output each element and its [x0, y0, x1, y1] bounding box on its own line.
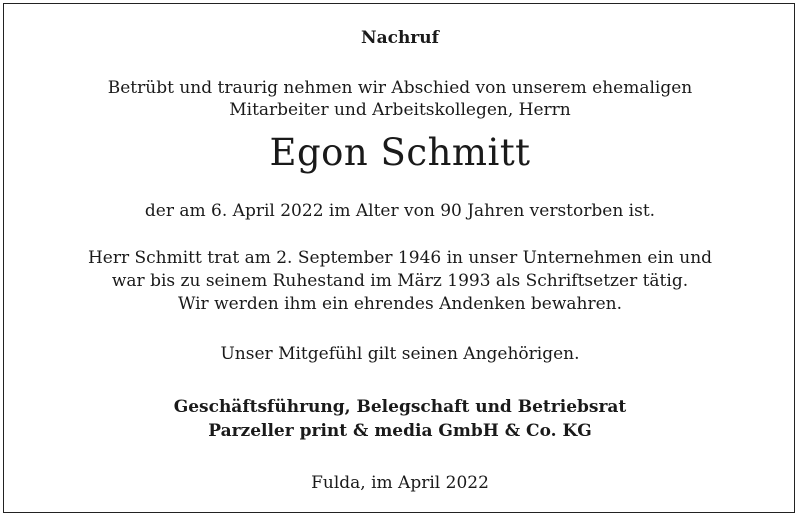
place-date: Fulda, im April 2022: [311, 473, 489, 493]
career-line-2: war bis zu seinem Ruhestand im März 1993 als Schriftsetzer tätig.: [111, 271, 689, 291]
career-line-1: Herr Schmitt trat am 2. September 1946 in unser Unternehmen ein und: [87, 248, 713, 268]
signatory-line-2: Parzeller print & media GmbH & Co. KG: [208, 421, 592, 441]
sympathy-line: Unser Mitgefühl gilt seinen Angehörigen.: [220, 344, 580, 364]
deceased-name: Egon Schmitt: [269, 131, 531, 174]
notice-heading: Nachruf: [361, 28, 439, 48]
intro-line-1: Betrübt und traurig nehmen wir Abschied von unserem ehemaligen: [107, 78, 693, 98]
death-line: der am 6. April 2022 im Alter von 90 Jahren verstorben ist.: [144, 201, 656, 221]
signatory-line-1: Geschäftsführung, Belegschaft und Betriebsrat: [173, 397, 627, 417]
career-line-3: Wir werden ihm ein ehrendes Andenken bewahren.: [177, 294, 623, 314]
intro-line-2: Mitarbeiter und Arbeitskollegen, Herrn: [229, 100, 571, 120]
